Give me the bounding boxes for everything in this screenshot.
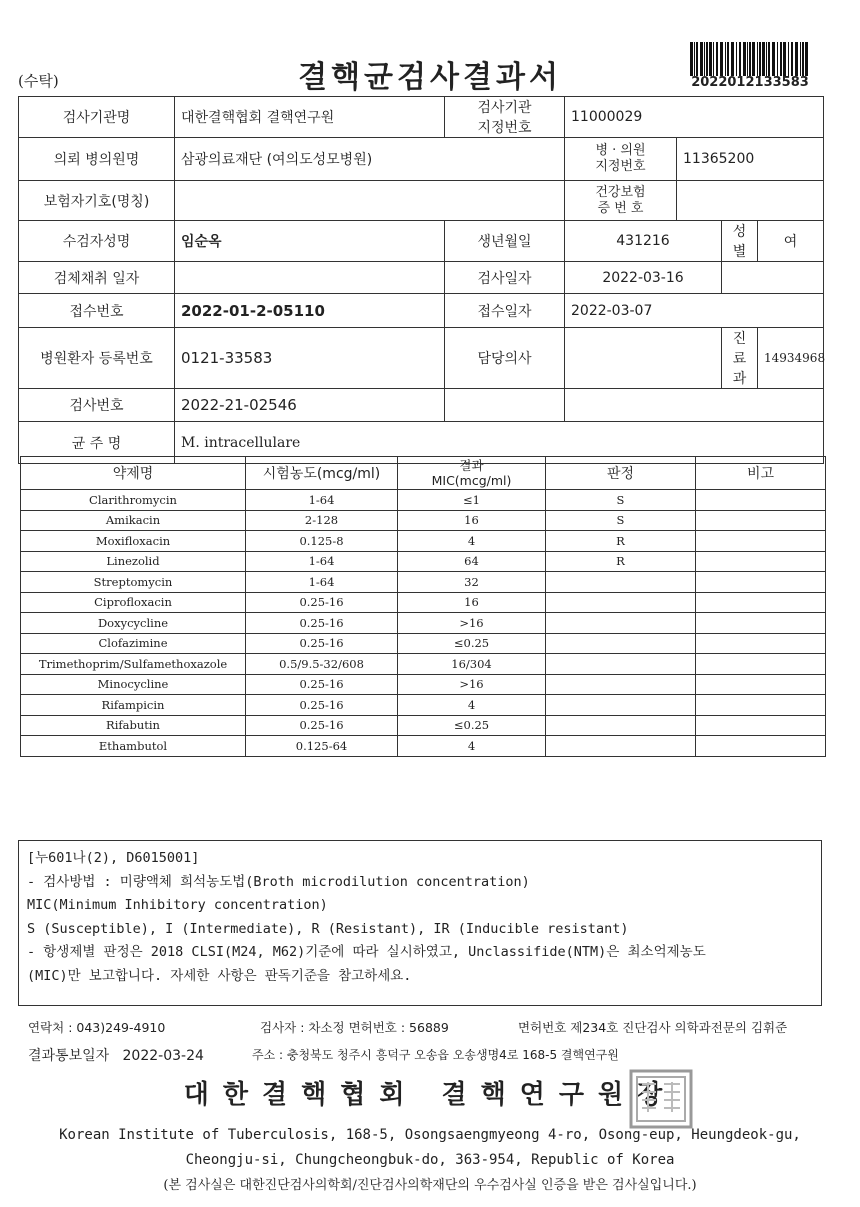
barcode-number: 2022012133583 bbox=[691, 75, 809, 90]
dob-label: 생년월일 bbox=[445, 221, 565, 262]
cell-mic: ≤0.25 bbox=[398, 715, 546, 736]
cell-remarks bbox=[696, 572, 826, 593]
cell-mic: 4 bbox=[398, 736, 546, 757]
cell-mic: 16 bbox=[398, 510, 546, 531]
cell-drug: Linezolid bbox=[21, 551, 246, 572]
cell-drug: Moxifloxacin bbox=[21, 531, 246, 552]
cell-conc: 1-64 bbox=[246, 490, 398, 511]
table-row bbox=[21, 510, 826, 531]
table-row bbox=[21, 674, 826, 695]
dept-label: 진료과 bbox=[722, 328, 758, 389]
note-line: - 항생제별 판정은 2018 CLSI(M24, M62)기준에 따라 실시하였고, Unclassifide(NTM)은 최소억제농도 bbox=[27, 944, 706, 960]
cell-judgement: R bbox=[546, 531, 696, 552]
cell-mic: ≤1 bbox=[398, 490, 546, 511]
cell-mic: 4 bbox=[398, 695, 546, 716]
dob-value: 431216 bbox=[565, 221, 722, 262]
cell-drug: Ethambutol bbox=[21, 736, 246, 757]
test-date-label: 검사일자 bbox=[445, 262, 565, 294]
hosp-code-label: 병 · 의원 지정번호 bbox=[565, 138, 677, 181]
official-seal-icon bbox=[628, 1068, 694, 1130]
address: 주소 : 충청북도 청주시 흥덕구 오송읍 오송생명4로 168-5 결핵연구원 bbox=[252, 1048, 619, 1062]
header-judgement: 판정 bbox=[546, 457, 696, 490]
cell-judgement bbox=[546, 695, 696, 716]
table-row bbox=[21, 633, 826, 654]
table-row bbox=[21, 551, 826, 572]
sample-date-label: 검체채취 일자 bbox=[19, 262, 175, 294]
header-drug: 약제명 bbox=[21, 457, 246, 490]
cell-judgement bbox=[546, 736, 696, 757]
notes-box bbox=[18, 840, 822, 1006]
strain-label: 균 주 명 bbox=[19, 422, 175, 464]
table-row bbox=[21, 613, 826, 634]
cell-drug: Minocycline bbox=[21, 674, 246, 695]
cell-remarks bbox=[696, 551, 826, 572]
cell-judgement bbox=[546, 674, 696, 695]
requester-label: 의뢰 병의원명 bbox=[19, 138, 175, 181]
cell-remarks bbox=[696, 736, 826, 757]
sex-value: 여 bbox=[758, 221, 824, 262]
test-no-value: 2022-21-02546 bbox=[175, 389, 445, 422]
cell-remarks bbox=[696, 715, 826, 736]
receipt-no-label: 접수번호 bbox=[19, 294, 175, 328]
contact-number: 연락처 : 043)249-4910 bbox=[28, 1020, 166, 1035]
cell-conc: 0.25-16 bbox=[246, 613, 398, 634]
cell-mic: 4 bbox=[398, 531, 546, 552]
cell-remarks bbox=[696, 592, 826, 613]
cell-judgement bbox=[546, 715, 696, 736]
cell-mic: 32 bbox=[398, 572, 546, 593]
note-line: [누601나(2), D6015001] bbox=[27, 850, 200, 866]
insured-value bbox=[175, 181, 565, 221]
cell-remarks bbox=[696, 531, 826, 552]
cell-remarks bbox=[696, 654, 826, 675]
institution-value: 대한결핵협회 결핵연구원 bbox=[175, 97, 445, 138]
header-conc: 시험농도(mcg/ml) bbox=[246, 457, 398, 490]
notify-date: 결과통보일자 2022-03-24 bbox=[28, 1048, 204, 1064]
cell-conc: 1-64 bbox=[246, 551, 398, 572]
cell-remarks bbox=[696, 510, 826, 531]
table-row bbox=[21, 572, 826, 593]
cell-remarks bbox=[696, 613, 826, 634]
cell-conc: 0.25-16 bbox=[246, 633, 398, 654]
patient-name-value: 임순옥 bbox=[175, 221, 445, 262]
cell-drug: Trimethoprim/Sulfamethoxazole bbox=[21, 654, 246, 675]
note-line: - 검사방법 : 미량액체 희석농도법(Broth microdilution concentration) bbox=[27, 873, 530, 890]
insured-label: 보험자기호(명칭) bbox=[19, 181, 175, 221]
institution-label: 검사기관명 bbox=[19, 97, 175, 138]
cell-mic: 16 bbox=[398, 592, 546, 613]
cell-judgement bbox=[546, 654, 696, 675]
cell-conc: 1-64 bbox=[246, 572, 398, 593]
health-no-label: 건강보험 증 번 호 bbox=[565, 181, 677, 221]
inst-code-label: 검사기관 지정번호 bbox=[445, 97, 565, 138]
cell-drug: Clofazimine bbox=[21, 633, 246, 654]
cell-judgement: R bbox=[546, 551, 696, 572]
cell-conc: 2-128 bbox=[246, 510, 398, 531]
cell-mic: >16 bbox=[398, 613, 546, 634]
table-row bbox=[21, 715, 826, 736]
cell-mic: 64 bbox=[398, 551, 546, 572]
table-row bbox=[21, 490, 826, 511]
health-no-value bbox=[677, 181, 824, 221]
cell-remarks bbox=[696, 674, 826, 695]
cell-drug: Streptomycin bbox=[21, 572, 246, 593]
inst-code-value: 11000029 bbox=[565, 97, 824, 138]
table-row bbox=[21, 654, 826, 675]
cell-drug: Rifampicin bbox=[21, 695, 246, 716]
cell-mic: 16/304 bbox=[398, 654, 546, 675]
strain-value: M. intracellulare bbox=[175, 422, 824, 464]
cell-drug: Rifabutin bbox=[21, 715, 246, 736]
sex-label: 성별 bbox=[722, 221, 758, 262]
test-date-value: 2022-03-16 bbox=[565, 262, 722, 294]
table-row bbox=[21, 736, 826, 757]
cell-remarks bbox=[696, 695, 826, 716]
cell-judgement bbox=[546, 633, 696, 654]
doctor-value bbox=[565, 328, 722, 389]
note-line: S (Susceptible), I (Intermediate), R (Resistant), IR (Inducible resistant) bbox=[27, 920, 629, 937]
cell-drug: Doxycycline bbox=[21, 613, 246, 634]
licensed-physician: 면허번호 제234호 진단검사 의학과전문의 김휘준 bbox=[518, 1020, 788, 1035]
certification-note: (본 검사실은 대한진단검사의학회/진단검사의학재단의 우수검사실 인증을 받은 검사실입니다.) bbox=[163, 1178, 697, 1193]
english-address-line-1: Korean Institute of Tuberculosis, 168-5, Osongsaengmyeong 4-ro, Osong-eup, Heungdeok-gu, bbox=[59, 1127, 801, 1143]
cell-conc: 0.5/9.5-32/608 bbox=[246, 654, 398, 675]
table-row bbox=[21, 531, 826, 552]
table-row bbox=[21, 695, 826, 716]
english-address-line-2: Cheongju-si, Chungcheongbuk-do, 363-954, Republic of Korea bbox=[185, 1152, 675, 1168]
cell-conc: 0.125-8 bbox=[246, 531, 398, 552]
cell-conc: 0.25-16 bbox=[246, 592, 398, 613]
header-remarks: 비고 bbox=[696, 457, 826, 490]
test-no-label: 검사번호 bbox=[19, 389, 175, 422]
cell-mic: >16 bbox=[398, 674, 546, 695]
cell-drug: Ciprofloxacin bbox=[21, 592, 246, 613]
cell-judgement bbox=[546, 613, 696, 634]
institute-name: 대한결핵협회 결핵연구원장 bbox=[183, 1080, 677, 1110]
patient-info-table bbox=[18, 96, 824, 464]
receipt-no-value: 2022-01-2-05110 bbox=[175, 294, 445, 328]
cell-conc: 0.25-16 bbox=[246, 715, 398, 736]
barcode-icon bbox=[690, 42, 808, 76]
document-tag: (수탁) bbox=[18, 72, 59, 90]
cell-judgement: S bbox=[546, 490, 696, 511]
hosp-code-value: 11365200 bbox=[677, 138, 824, 181]
cell-conc: 0.25-16 bbox=[246, 695, 398, 716]
cell-judgement bbox=[546, 592, 696, 613]
reg-no-value: 0121-33583 bbox=[175, 328, 445, 389]
cell-drug: Clarithromycin bbox=[21, 490, 246, 511]
examiner-info: 검사자 : 차소정 면허번호 : 56889 bbox=[260, 1020, 449, 1035]
cell-drug: Amikacin bbox=[21, 510, 246, 531]
page-title: 결핵균검사결과서 bbox=[298, 60, 562, 95]
sample-date-value bbox=[175, 262, 445, 294]
patient-name-label: 수검자성명 bbox=[19, 221, 175, 262]
receipt-date-value: 2022-03-07 bbox=[565, 294, 824, 328]
cell-remarks bbox=[696, 490, 826, 511]
note-line: MIC(Minimum Inhibitory concentration) bbox=[27, 897, 328, 913]
reg-no-label: 병원환자 등록번호 bbox=[19, 328, 175, 389]
receipt-date-label: 접수일자 bbox=[445, 294, 565, 328]
dept-value: 14934968 bbox=[758, 328, 824, 389]
cell-mic: ≤0.25 bbox=[398, 633, 546, 654]
cell-remarks bbox=[696, 633, 826, 654]
note-line: (MIC)만 보고합니다. 자세한 사항은 판독기준을 참고하세요. bbox=[27, 967, 412, 984]
cell-judgement bbox=[546, 572, 696, 593]
susceptibility-table bbox=[20, 456, 826, 757]
requester-value: 삼광의료재단 (여의도성모병원) bbox=[175, 138, 565, 181]
cell-conc: 0.25-16 bbox=[246, 674, 398, 695]
table-row bbox=[21, 592, 826, 613]
cell-conc: 0.125-64 bbox=[246, 736, 398, 757]
doctor-label: 담당의사 bbox=[445, 328, 565, 389]
cell-judgement: S bbox=[546, 510, 696, 531]
header-result: 결과 MIC(mcg/ml) bbox=[398, 457, 546, 490]
